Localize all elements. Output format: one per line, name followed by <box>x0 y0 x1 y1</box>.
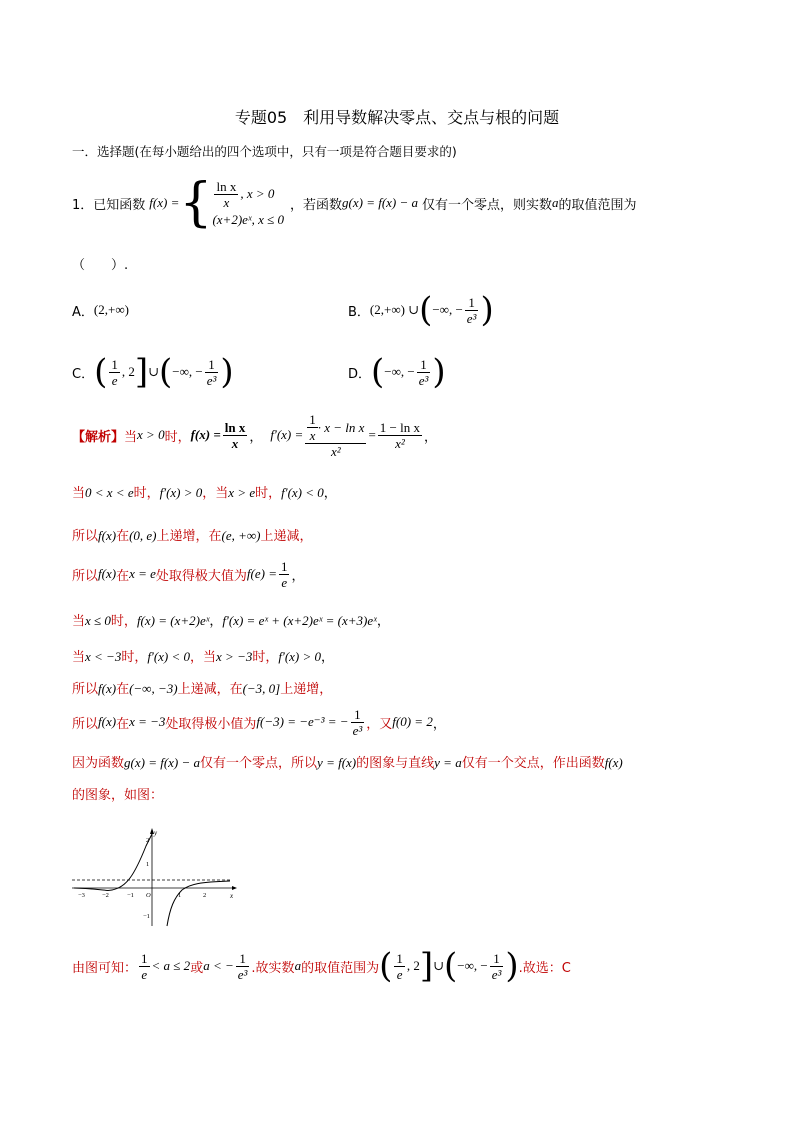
tick-y: 1 <box>146 861 150 868</box>
paren-left: ( <box>159 352 173 392</box>
bracket-right: ] <box>134 352 149 392</box>
paren-left: ( <box>419 290 433 330</box>
question-text: 已知函数 <box>93 197 146 213</box>
case-1: $\frac{\text{ln x}}{x}$ , x > 0 <box>216 178 275 210</box>
page-title: 专题05 利用导数解决零点、交点与根的问题 <box>234 108 560 127</box>
tick-y: −1 <box>143 913 150 920</box>
fraction: $\frac{1}{\text{e³}}$ <box>418 356 429 388</box>
paren-right: ) <box>505 946 519 986</box>
piecewise-function <box>179 173 284 233</box>
option-text: , 2 <box>121 364 135 379</box>
solution-line-4: 所以 f(x) 在 x = e 处取得极大值为 f(e) = $\frac{1}{e}$ ， <box>72 558 305 590</box>
tick-x: −3 <box>78 892 85 899</box>
paren-right: ) <box>480 290 494 330</box>
solution-line-10: 的图象，如图： <box>72 788 164 803</box>
solution-line-8: 所以 f(x) 在 x = −3 处取得极小值为 f(−3) = −e⁻³ = − $\frac{1}{\text{e³}}$ ，又 f(0) = 2 ， <box>72 706 446 738</box>
curve-left <box>74 834 152 891</box>
paren-right: ) <box>220 352 234 392</box>
option-text: −∞, − <box>432 302 463 317</box>
solution-line-6: 当x < −3时，f′(x) < 0，当x > −3时，f′(x) > 0， <box>72 649 335 665</box>
fraction: $\frac{1}{e}$ <box>396 950 403 982</box>
fraction: $\frac{1}{e}$ <box>141 950 148 982</box>
question-1 <box>72 170 637 236</box>
option-text: (2,+∞) <box>93 302 129 317</box>
fraction: $\frac{\text{1 − ln x}}{\text{x²}}$ <box>379 419 420 451</box>
fraction: $\frac{1}{\text{e³}}$ <box>206 356 217 388</box>
tick-y: 2 <box>146 837 150 844</box>
solution-line-11: 由图可知： $\frac{1}{e}$ < a ≤ 2 或 a < − $\frac{1}{\text{e³}}$ .故实数 a 的取值范围为 ( $\frac{1}{e}$ , 2 ] ∪ ( −∞, − $\frac{1}{\text{e³}}$ ) .故选：C <box>72 946 571 986</box>
question-text: ，若函数 <box>290 197 343 213</box>
fraction: $\frac{1}{\text{e³}}$ <box>352 706 363 738</box>
option-text: −∞, − <box>384 364 415 379</box>
tick-x: 2 <box>203 892 207 899</box>
fraction: $\frac{1}{\text{e³}}$ <box>237 950 248 982</box>
function-graph <box>72 826 238 928</box>
option-text: −∞, − <box>172 364 203 379</box>
case-2: (x+2)eˣ, x ≤ 0 <box>212 211 284 227</box>
fraction: $\frac{1}{e}$ <box>280 558 288 590</box>
fraction: $\frac{1}{\text{e³}}$ <box>491 950 502 982</box>
fx-label: f(x) = <box>149 195 180 210</box>
fraction: $\frac{1}{\text{e³}}$ <box>466 294 477 326</box>
tick-x: −2 <box>102 892 109 899</box>
option-label: B． <box>348 304 370 320</box>
solution-line-2: 当0 < x < e时，f′(x) > 0，当x > e时，f′(x) < 0， <box>72 485 337 501</box>
tick-x: −1 <box>127 892 134 899</box>
option-a <box>72 296 129 324</box>
option-c <box>72 352 234 392</box>
solution-line-7: 所以f(x)在(−∞, −3)上递减，在(−3, 0]上递增， <box>72 681 333 697</box>
case1-fraction: $\frac{\text{ln x}}{x}$ <box>216 178 237 210</box>
tick-x: 1 <box>178 892 182 899</box>
option-text: (2,+∞) ∪ <box>369 302 420 317</box>
fraction: $\frac{1}{e}$ <box>111 356 118 388</box>
question-text: 的取值范围为 <box>558 197 637 213</box>
union-symbol: ∪ <box>148 364 160 379</box>
option-b <box>348 290 494 330</box>
solution-tag: 【解析】 <box>72 429 125 445</box>
x-axis-arrow <box>232 886 237 890</box>
paren-left: ( <box>371 352 385 392</box>
gx-label: g(x) = f(x) − a <box>342 195 419 210</box>
y-axis-label: y <box>154 829 158 837</box>
left-brace: { <box>179 173 213 233</box>
fraction: $\frac{\text{ln x}}{x}$ <box>224 419 246 451</box>
option-d <box>348 352 446 392</box>
solution-line-3: 所以f(x)在(0, e)上递增，在(e, +∞)上递减， <box>72 528 313 544</box>
bracket-right: ] <box>419 946 434 986</box>
paren-right: ) <box>432 352 446 392</box>
var-a: a <box>552 195 559 210</box>
section-heading: 一．选择题(在每小题给出的四个选项中，只有一项是符合题目要求的) <box>72 144 457 159</box>
question-number: 1． <box>72 197 94 213</box>
question-text: 仅有一个零点，则实数 <box>422 197 553 213</box>
solution-line-1: 【解析】 当 x > 0 时， f(x) = $\frac{\text{ln x}}{x}$ ， f′(x) = $\frac{1}{x}$ · x − ln x x² = $\frac{\text{1 − ln x}}{\text{x²}}$ ， <box>72 411 438 459</box>
paren-left: ( <box>94 352 108 392</box>
x-axis-label: x <box>230 892 234 900</box>
piecewise-cases <box>212 179 284 228</box>
option-label: C． <box>72 366 95 382</box>
derivative-fraction: $\frac{1}{x}$ · x − ln x x² <box>305 412 366 459</box>
answer-blank: （ ）. <box>72 258 129 273</box>
solution-line-5: 当x ≤ 0时，f(x) = (x+2)eˣ，f′(x) = eˣ + (x+2)eˣ = (x+3)eˣ， <box>72 613 390 629</box>
option-label: D． <box>348 366 372 382</box>
option-label: A． <box>72 304 94 320</box>
solution-line-9: 因为函数g(x) = f(x) − a仅有一个零点，所以y = f(x)的图象与直线y = a仅有一个交点，作出函数f(x) <box>72 755 623 771</box>
paren-left: ( <box>444 946 458 986</box>
paren-left: ( <box>379 946 393 986</box>
origin-label: O <box>146 892 151 899</box>
